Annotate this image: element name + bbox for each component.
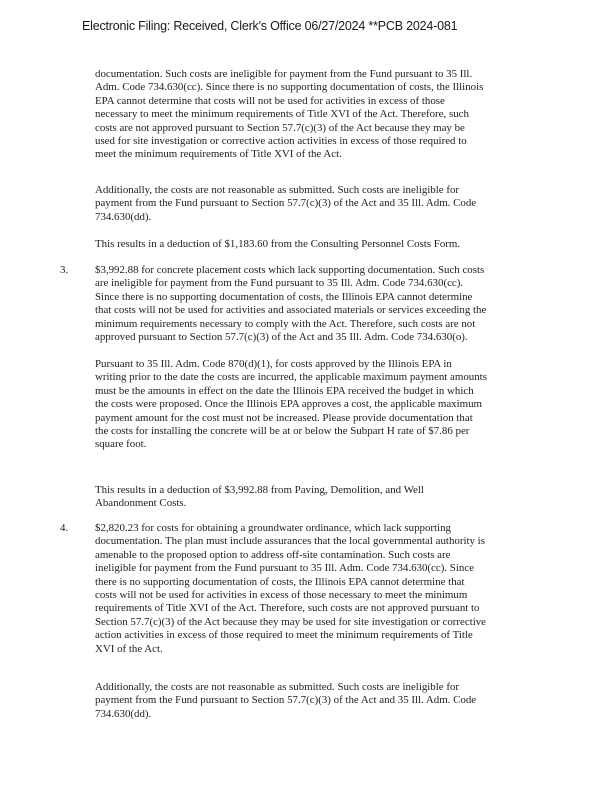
- text-line: Abandonment Costs.: [95, 497, 187, 510]
- text-line: there is no supporting documentation of costs, the Illinois EPA cannot determine that: [95, 575, 465, 588]
- text-line: documentation. The plan must include assurances that the local governmental authority is: [95, 535, 485, 548]
- paragraph: [95, 681, 476, 721]
- text-line: Section 57.7(c)(3) of the Act because they may be used for site investigation or corrective: [95, 615, 487, 628]
- paragraph: [95, 264, 486, 344]
- text-line: This results in a deduction of $1,183.60 from the Consulting Personnel Costs Form.: [95, 238, 461, 250]
- text-line: XVI of the Act.: [95, 642, 163, 655]
- text-line: the costs for installing the concrete will be at or below the Subpart H rate of $7.86 per: [95, 425, 470, 438]
- text-line: payment from the Fund pursuant to Section 57.7(c)(3) of the Act and 35 Ill. Adm. Code: [95, 197, 477, 210]
- text-line: EPA cannot determine that costs will not be used for activities in excess of those: [95, 94, 445, 107]
- text-line: square foot.: [95, 438, 147, 451]
- text-line: 734.630(dd).: [95, 707, 152, 720]
- text-line: meet the minimum requirements of Title XVI of the Act.: [95, 148, 342, 161]
- text-line: Additionally, the costs are not reasonable as submitted. Such costs are ineligible for: [95, 681, 460, 693]
- paragraph: [95, 238, 460, 251]
- paragraph: [95, 358, 487, 452]
- paragraph: [95, 68, 483, 162]
- text-line: used for site investigation or corrective action activities in excess of those required to: [95, 135, 467, 148]
- paragraph: [95, 484, 424, 511]
- text-line: are ineligible for payment from the Fund pursuant to 35 Ill. Adm. Code 734.630(cc).: [95, 277, 464, 290]
- paragraph: [95, 184, 476, 224]
- filing-stamp-header: Electronic Filing: Received, Clerk's Office 06/27/2024 **PCB 2024-081: [82, 19, 458, 33]
- text-line: costs will not be used for activities in excess of those necessary to meet the minimum: [95, 589, 468, 602]
- text-line: ineligible for payment from the Fund pursuant to 35 Ill. Adm. Code 734.630(cc). Since: [95, 562, 474, 575]
- text-line: This results in a deduction of $3,992.88 from Paving, Demolition, and Well: [95, 484, 424, 496]
- text-line: $2,820.23 for costs for obtaining a groundwater ordinance, which lack supporting: [95, 522, 451, 534]
- text-line: costs are not approved pursuant to Section 57.7(c)(3) of the Act because they may be: [95, 121, 465, 134]
- text-line: requirements of Title XVI of the Act. Therefore, such costs are not approved pursuant to: [95, 602, 480, 615]
- text-line: Since there is no supporting documentation of costs, the Illinois EPA cannot determine: [95, 290, 473, 303]
- paragraph: [95, 522, 486, 656]
- text-line: that costs will not be used for activities and associated materials or services exceeding the: [95, 304, 487, 317]
- text-line: Adm. Code 734.630(cc). Since there is no supporting documentation of costs, the Illinois: [95, 81, 484, 94]
- text-line: must be the amounts in effect on the date the Illinois EPA received the budget in which: [95, 384, 474, 397]
- text-line: 734.630(dd).: [95, 210, 152, 223]
- text-line: approved pursuant to Section 57.7(c)(3) of the Act and 35 Ill. Adm. Code 734.630(o).: [95, 331, 468, 344]
- text-line: necessary to meet the minimum requirements of Title XVI of the Act. Therefore, such: [95, 108, 469, 121]
- text-line: payment amount for the cost must not be increased. Please provide documentation that: [95, 411, 473, 424]
- text-line: minimum requirements necessary to comply with the Act. Therefore, such costs are not: [95, 317, 476, 330]
- text-line: the costs were proposed. Once the Illinois EPA approves a cost, the applicable maximum: [95, 398, 483, 411]
- text-line: Additionally, the costs are not reasonable as submitted. Such costs are ineligible for: [95, 184, 460, 196]
- text-line: amenable to the proposed option to address off-site contamination. Such costs are: [95, 548, 451, 561]
- text-line: documentation. Such costs are ineligible for payment from the Fund pursuant to 35 Ill.: [95, 68, 473, 80]
- text-line: action activities in excess of those required to meet the minimum requirements of Title: [95, 629, 473, 642]
- list-item-number: 4.: [60, 522, 69, 534]
- text-line: payment from the Fund pursuant to Section 57.7(c)(3) of the Act and 35 Ill. Adm. Code: [95, 694, 477, 707]
- text-line: $3,992.88 for concrete placement costs which lack supporting documentation. Such costs: [95, 264, 485, 276]
- text-line: writing prior to the date the costs are incurred, the applicable maximum payment amounts: [95, 371, 487, 384]
- list-item-number: 3.: [60, 264, 69, 276]
- text-line: Pursuant to 35 Ill. Adm. Code 870(d)(1), for costs approved by the Illinois EPA in: [95, 358, 452, 370]
